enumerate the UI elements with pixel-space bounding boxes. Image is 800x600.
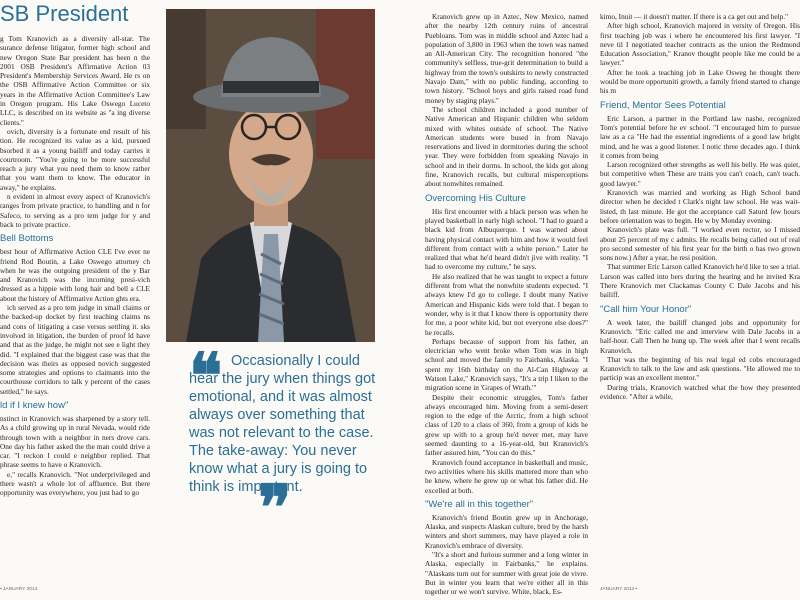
paragraph: Eric Larson, a partner in the Portland law nashe, recognized Tom's potential before he ev school. "I encouraged him to pursue law as a ca "He had the essential ingredients of a good law bright mind, and he was a good listener. I notic three decades ago. I think it comes from being bbox=[600, 113, 800, 160]
portrait-photo bbox=[166, 9, 375, 342]
paragraph: ich served as a pro tem judge in small claims or the backed-up docket by first teaching claims ns and cons of litigating a case versus settling it. sks involved in litigation, the burden of proof ld have and that as the judge, he might not see e light they did. "I explained that the biggest case was that the decision was theirs as opposed novich suggested some strategies and options to claimants into the courthouse corridors to talk y percent of the cases settled," he says. bbox=[0, 303, 150, 396]
paragraph: Despite their economic struggles, Tom's father always encouraged him. Moving from a semi-desert region to the edge of the Arctic, from a high school class of 120 to a class of 360, from a group of kids he grew up with to a group he'd never met, may have seemed daunting to a 16-year-old, but Kranovich's father assured him, "You can do this." bbox=[425, 392, 588, 458]
paragraph: After high school, Kranovich majored in versity of Oregon. His first teaching job was i where he encountered his first lawyer. "I neve til I negotiated teacher contracts as the union the Redmond Education Association," Kranov thought people like me could be a lawyer." bbox=[600, 21, 800, 68]
paragraph: Kranovich found acceptance in basketball and music, two activities where his skills mattered more than who he knew, where he grew up or what his father did. He excelled at both. bbox=[425, 457, 588, 495]
subheading: Overcoming His Culture bbox=[425, 192, 526, 204]
page-footer bbox=[0, 582, 800, 600]
paragraph: Kranovich was married and working as High School band director when he decided t Clark's night law school. He was wait-listed, th last minute. He got the acceptance call Saturd few hours before orientation was to begin. He w by Monday evening. bbox=[600, 188, 800, 225]
paragraph: Kranovich's plate was full. "I worked even rector, so I missed about 25 percent of my c admits. He recalls being called out of real pro second semester of his first year for the birth o has two grown sons now.) After a year, he resi position. bbox=[600, 225, 800, 263]
open-quote-icon: ❝ bbox=[189, 343, 223, 411]
paragraph: "It's a short and furious summer and a long winter in Alaska, especially in Fairbanks," he explains. "Alaskans turn out for summer with great joie de vivre. But in winter you learn that we're either all in this together or we won't survive. White, black, Es- bbox=[425, 550, 588, 597]
paragraph: After he took a teaching job in Lake Osweg he thought there would be more opportuniti growth, a family friend started to change his m bbox=[600, 67, 800, 96]
paragraph: n evident in almost every aspect of Kranovich's ranges from private practice, to handling and n for Safeco, to serving as a pro tem judge for y and back to private practice. bbox=[0, 192, 150, 229]
article-column-2 bbox=[425, 12, 588, 597]
subheading: Bell Bottoms bbox=[0, 233, 54, 245]
paragraph: e," recalls Kranovich. "Not underprivileged and there wasn't a whole lot of affluence. But there opportunity was everywhere, you just had to go bbox=[0, 469, 150, 498]
subheading: "We're all in this together" bbox=[425, 498, 534, 510]
paragraph: A week later, the bailiff changed jobs and opportunity for Kranovich. "Eric called me and interview with Dale Jacobs in a half-hour. Call Then he hung up. The week after that I went recalls Kranovich. bbox=[600, 317, 800, 355]
subheading: Friend, Mentor Sees Potential bbox=[600, 99, 726, 111]
paragraph: That summer Eric Larson called Kranovich he'd like to see a trial. Larson was called into bers during the hearing and he invited Kra There Kranovich met Clackamas County C Dale Jacobs and his bailiff. bbox=[600, 262, 800, 300]
paragraph: That was the beginning of his real legal ed cobs encouraged Kranovich to talk to the law and ask questions. "He allowed me to particip was an excellent mentor." bbox=[600, 354, 800, 383]
paragraph: The school children included a good number of Native American and Hispanic children who seldom mixed with whites outside of school. The Native American students were bused in from Navajo reservations and lived in dormitories during the school year. They were forbidden from speaking Navajo in school and in their dorms. In school, the kids got along fine, Kranovich recalls, but cultural misperceptions about nonwhites remained. bbox=[425, 104, 588, 189]
article-column-3 bbox=[600, 12, 800, 582]
paragraph: ovich, diversity is a fortunate end result of his tion. He recognized its value as a kid, pursued bsorbed it as a young bailiff and today carries it courtroom. "You're going to be more successful reach a jury what you need them to know rather that you want them to know. The educator in away," he explains. bbox=[0, 126, 150, 192]
subheading: ld if I knew how" bbox=[0, 399, 69, 411]
paragraph: During trials, Kranovich watched what the how they presented evidence. "After a while, bbox=[600, 382, 800, 401]
paragraph: He also realized that he was taught to expect a future different from what the nonwhite students expected. "I always knew I'd go to college. I doubt many Native American and Hispanic kids were told that. I began to wonder, why is it that I know there is opportunity there for me, a poor white kid, but not everyone else does?" he recalls. bbox=[425, 271, 588, 337]
portrait-illustration bbox=[166, 9, 375, 342]
subheading: "Call him Your Honor" bbox=[600, 303, 692, 315]
close-quote-icon: ❞ bbox=[258, 475, 292, 543]
paragraph: nstinct in Kranovich was sharpened by a story tell. As a child growing up in rural Nevada, would ride through town with a neighbor in ners drove cars. One day his father asked the the man could drive a car. "I reckon I could e neighbor replied. That phrase seems to have o Kranovich. bbox=[0, 413, 150, 470]
paragraph: g Tom Kranovich as a diversity all-star. The surance defense litigator, former high school and new Oregon State Bar president has been n the 2001 OSB President's Affirmative Action 03 President's Membership Services Award. He rs on the OSB Affirmative Action Committee or six years in the Affirmative Action Committee's Law in Oregon program. His Lake Oswego Luceto LLC, is described on its website as "a ing diverse clients." bbox=[0, 34, 150, 127]
paragraph: Perhaps because of support from his father, an electrician who went broke when Tom was in high school and moved the family to Fairbanks, Alaska. "I spent my 16th birthday on the Al-Can Highway at Watson Lake," Kranovich says, "It's a trip I liken to the migration scene in 'Grapes of Wrath.'" bbox=[425, 336, 588, 393]
footer-right-date: JANUARY 2014 ▪ bbox=[600, 587, 638, 592]
paragraph: Larson recognized other strengths as well his belly. He was quiet, but competitive when These are traits you can't coach, can't teach. good lawyer." bbox=[600, 160, 800, 188]
paragraph: kimo, Inuit — it doesn't matter. If there is a ca get out and help." bbox=[600, 12, 789, 21]
section-header: SB President bbox=[0, 1, 129, 26]
pull-quote-text: Occasionally I could hear the jury when things got emotional, and it was almost always over something that was not relevant to the case. The take-away: You never know what a jury is going to think is important. bbox=[189, 353, 376, 495]
paragraph: Kranovich grew up in Aztec, New Mexico, named after the nearby 12th century ruins of ancestral Puebloans. Tom was in middle school and Aztec had a population of 3,800 in 1963 when the town was named an All-American City. The recognition honored "the community's selfless, true-grit determination to build a highway from the town's outskirts to newly constructed Navajo Dam," with no public funding, according to town history. "School boys and girls raised road fund money by staging plays." bbox=[425, 12, 588, 105]
paragraph: Kranovich's friend Boutin grew up in Anchorage, Alaska, and suspects Alaskan culture, bred by the harsh winters and short summers, may have played a role in Kranovich's embrace of diversity. bbox=[425, 512, 588, 550]
paragraph: His first encounter with a black person was when he played basketball in early high school. "I had to guard a black kid from Albuquerque. I was warned about having physical contact with him and how it would feel different from contact with a white person." Later he realized that what he'd heard didn't jive with reality. "I had to overcome my culture," he says. bbox=[425, 206, 588, 272]
article-column-1 bbox=[0, 34, 150, 582]
footer-left-date: ▪ JANUARY 2014 bbox=[0, 587, 38, 592]
paragraph: best hour of Affirmative Action CLE I've ever ne friend Rod Boutin, a Lake Oswego attorney ch when he was the outgoing president of the y Bar and Kranovich was the incoming presi-vich dressed as a hippie with long hair and bell a CLE about the history of Affirmative Action ghts era. bbox=[0, 247, 150, 303]
